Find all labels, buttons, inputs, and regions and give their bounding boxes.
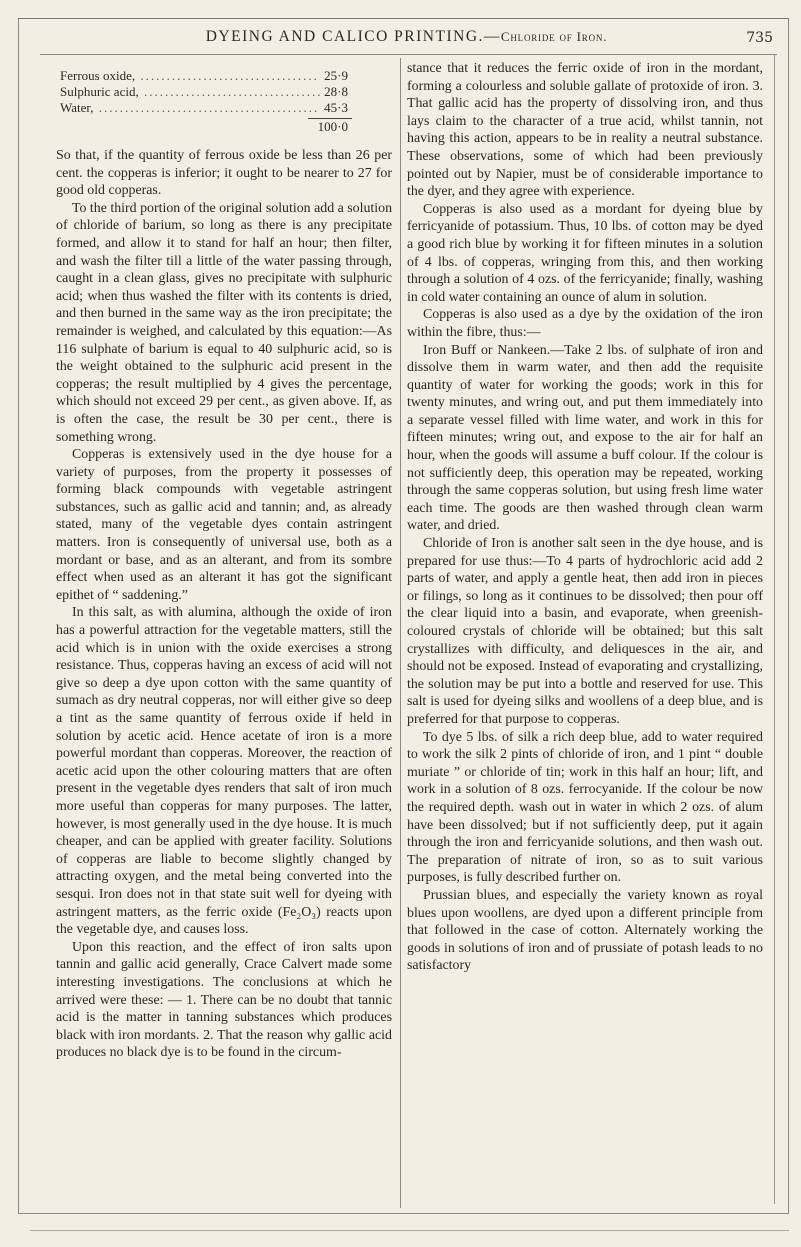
composition-label: Ferrous oxide, .....: [60, 68, 320, 84]
composition-value: 25·9: [320, 68, 348, 84]
page-number: 735: [746, 30, 773, 46]
running-head-title-main: DYEING AND CALICO PRINTING.—: [205, 28, 501, 45]
paragraph: Copperas is extensively used in the dye house for a variety of purposes, from the property it possesses of forming black compounds with vegetable astringent substances, such as gallic acid and tannin; and, as already stated, many of the vegetable dyes contain astringent matters. Iron is consequently of universal use, both as a mordant or base, and as an alterant, and from its sombre effect when used as an alterant it has got the significant epithet of “ saddening.”: [56, 447, 392, 603]
paragraph: Upon this reaction, and the effect of iron salts upon tannin and gallic acid generally, Crace Calvert made some interesting investigations. The conclusions at which he arrived were these: — 1. There can be no doubt that tannic acid is the matter in tanning substances which produces black with iron mordants. 2. That the reason why gallic acid produces no black dye is to be found in the circum-: [56, 939, 392, 1061]
composition-value: 45·3: [320, 100, 348, 116]
inner-right-rule: [774, 54, 775, 1204]
paragraph: To dye 5 lbs. of silk a rich deep blue, add to water required to work the silk 2 pints of chloride of iron, and 1 pint “ double muriate ” or chloride of tin; work in this half an hour; lift, and work in a solution of 8 ozs. ferrocyanide. If the colour be now the required depth. wash out in water in which 2 ozs. of alum have been dissolved; but if not sufficiently deep, put it again through the iron and ferricyanide solutions, and then wash out. The preparation of nitrate of iron, so as to suit various purposes, is fully described further on.: [407, 729, 763, 886]
page-border-top: [18, 18, 789, 19]
composition-table: [56, 68, 392, 135]
running-head-title-section: Chloride of Iron.: [500, 29, 608, 44]
right-column-text: [407, 60, 763, 975]
composition-row: [56, 84, 392, 100]
running-head: [40, 24, 773, 54]
paragraph: To the third portion of the original solution add a solution of chloride of barium, so long as there is any precipitate formed, and allow it to stand for half an hour; then filter, and wash the filter till a little of the water passing through, caught in a clean glass, gives no precipitate with sulphuric acid; when thus washed the filter with its contents is dried, and then burned in the same way as the iron precipitate; the remainder is weighed, and calculated by this equation:—As 116 sulphate of barium is equal to 40 sulphuric acid, so is the weight obtained to the sulphuric acid present in the copperas; the result multiplied by 4 gives the percentage, which should not exceed 29 per cent., as given above. If, as is often the case, the result be 30 per cent., there is something wrong.: [56, 200, 393, 445]
composition-value: 28·8: [320, 84, 348, 100]
paragraph: Copperas is also used as a dye by the oxidation of the iron within the fibre, thus:—: [407, 307, 763, 340]
page-border-bottom: [18, 1213, 789, 1214]
left-column-text: [56, 147, 392, 1062]
column-divider: [400, 58, 401, 1208]
composition-row: [56, 68, 392, 84]
paragraph: Chloride of Iron is another salt seen in the dye house, and is prepared for use thus:—To 4 parts of hydrochloric acid add 2 parts of water, and apply a gentle heat, then add iron in pieces or filings, so long as it continues to be dissolved; then pour off the clear liquid into a basin, and evaporate, when greenish-coloured crystals of chloride will be obtained; but this salt crystallizes with difficulty, and deliquesces in the air, and should not be exposed. Instead of evaporating and crystallizing, the solution may be put into a bottle and reserved for use. This salt is used for dyeing silks and woollens of a deep blue, and is preferred for that purpose to copperas.: [407, 536, 763, 727]
paragraph: In this salt, as with alumina, although the oxide of iron has a powerful attraction for the vegetable matters, still the acid which is in union with the oxide exercises a strong resistance. Thus, copperas having an excess of acid will not give so deep a dye upon cotton with the same quantity of sumach as dry neutral copperas, nor will either give so deep a tint as the same quantity of ferrous oxide if held in solution by acetic acid. Hence acetate of iron is a more powerful mordant than copperas. Moreover, the reaction of acetic acid upon the other colouring matters that are often present in the vegetable dyes renders that salt of iron much more useful than copperas for many purposes. The latter, however, is most generally used in the dye house. It is much cheaper, and can be applied with greater facility. Solutions of copperas are liable to become slightly changed by attracting oxygen, and the metal being converted into the sesqui. Iron does not in that state suit well for dyeing with astringent matters, as the ferric oxide (Fe₂O₃) reacts upon the vegetable dye, and causes loss.: [56, 605, 392, 938]
left-column: [56, 60, 392, 1062]
running-head-title: [40, 28, 773, 46]
paragraph: stance that it reduces the ferric oxide of iron in the mordant, forming a colourless and soluble gallate of protoxide of iron. 3. That gallic acid has the property of dissolving iron, and thus lays claim to the character of a true acid, whilst tannin, not having this action, appears to be in reality a neutral substance. These observations, some of which had been previously pointed out by Napier, must be of considerable importance to the dyer, and they agree with experience.: [407, 61, 763, 200]
paragraph: Iron Buff or Nankeen.—Take 2 lbs. of sulphate of iron and dissolve them in warm water, and then add the requisite quantity of water for working the goods; work in this for twenty minutes, and wring out, and put them immediately into a separate vessel filled with lime water, and work in this for fifteen minutes; wring out, and expose to the air for half an hour, when the goods will assume a buff colour. If the colour is not sufficiently deep, this operation may be repeated, working through the same copperas solution, but using fresh lime water each time. The goods are then washed through clean warm water, and dried.: [407, 342, 763, 534]
header-rule: [40, 54, 777, 55]
composition-total: 100·0: [317, 119, 348, 134]
page-edge-shadow: [30, 1230, 789, 1231]
right-column: [407, 60, 763, 975]
paragraph: So that, if the quantity of ferrous oxide be less than 26 per cent. the copperas is inferior; it ought to be nearer to 27 for good old copperas.: [56, 148, 392, 199]
composition-row: [56, 100, 392, 116]
paragraph: Prussian blues, and especially the variety known as royal blues upon woollens, are dyed upon a different principle from that followed in the case of cotton. Alternately working the goods in solutions of iron and of prussiate of potash leads to no satisfactory: [407, 887, 763, 974]
page-border-left: [18, 18, 19, 1213]
composition-label: Sulphuric acid, .....: [60, 84, 320, 100]
composition-label: Water, .....: [60, 100, 320, 116]
paragraph: Copperas is also used as a mordant for dyeing blue by ferricyanide of potassium. Thus, 10 lbs. of cotton may be dyed a good rich blue by working it for fifteen minutes in a solution of 4 lbs. of copperas, wringing from this, and then working through a solution of 4 ozs. of the ferricyanide; finally, washing in cold water containing an ounce of alum in solution.: [407, 201, 763, 305]
page-border-right: [788, 18, 789, 1213]
